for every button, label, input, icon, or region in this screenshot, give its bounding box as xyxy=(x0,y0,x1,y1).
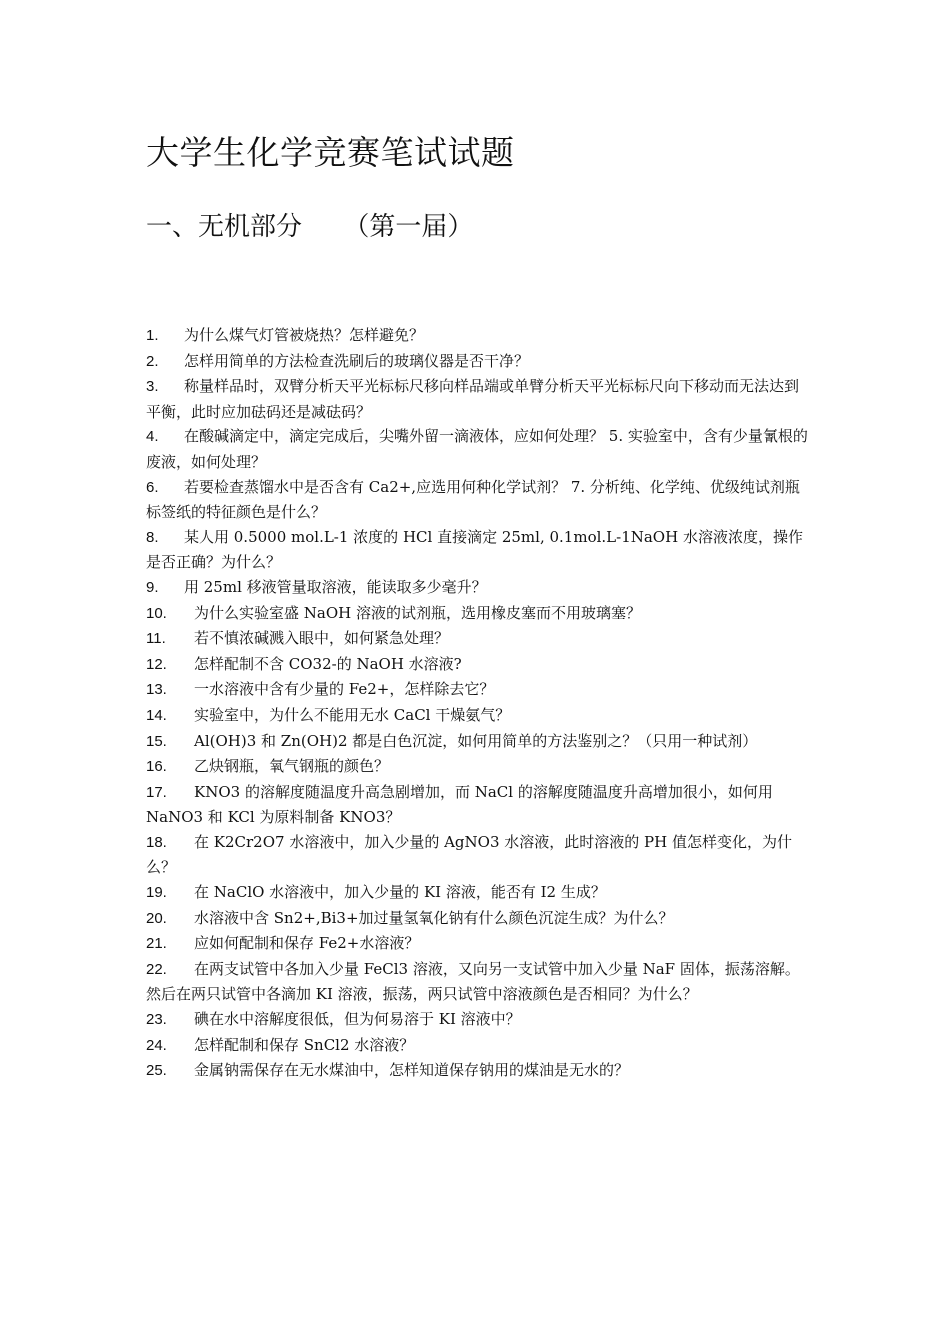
question-item xyxy=(146,1007,810,1033)
question-number: 15. xyxy=(146,732,167,750)
page-title: 大学生化学竞赛笔试试题 xyxy=(146,133,515,172)
question-item xyxy=(146,906,810,932)
question-number: 16. xyxy=(146,758,167,776)
question-text: 在两支试管中各加入少量 FeCl3 溶液，又向另一支试管中加入少量 NaF 固体，振荡溶解。然后在两只试管中各滴加 KI 溶液，振荡，两只试管中溶液颜色是否相同？为什么？ xyxy=(146,959,800,1004)
question-number: 4. xyxy=(146,428,159,446)
question-item xyxy=(146,1058,810,1084)
question-text: 为什么实验室盛 NaOH 溶液的试剂瓶，选用橡皮塞而不用玻璃塞？ xyxy=(194,603,641,622)
question-number: 1. xyxy=(146,327,159,344)
question-item xyxy=(146,475,810,525)
question-item xyxy=(146,626,810,652)
question-number: 3. xyxy=(146,378,159,396)
question-list xyxy=(146,323,810,1133)
question-item xyxy=(146,931,810,957)
question-text: 实验室中，为什么不能用无水 CaCl 干燥氨气？ xyxy=(194,705,511,724)
question-text: 用 25ml 移液管量取溶液，能读取多少毫升？ xyxy=(184,577,487,596)
question-number: 18. xyxy=(146,833,167,851)
question-item xyxy=(146,652,810,678)
question-item xyxy=(146,601,810,627)
question-item xyxy=(146,880,810,906)
question-text: Al(OH)3 和 Zn(OH)2 都是白色沉淀，如何用简单的方法鉴别之？（只用一种试剂） xyxy=(194,731,758,750)
question-item xyxy=(146,729,810,755)
question-number: 20. xyxy=(146,909,167,927)
question-text: 一水溶液中含有少量的 Fe2+，怎样除去它？ xyxy=(194,680,495,699)
question-number: 21. xyxy=(146,935,167,953)
question-text: 怎样用简单的方法检查洗刷后的玻璃仪器是否干净？ xyxy=(184,351,530,370)
question-number: 19. xyxy=(146,884,167,902)
question-text: 怎样配制和保存 SnCl2 水溶液？ xyxy=(194,1035,415,1054)
question-item xyxy=(146,754,810,780)
question-number: 24. xyxy=(146,1036,167,1054)
question-text: 在 NaClO 水溶液中，加入少量的 KI 溶液，能否有 I2 生成？ xyxy=(194,883,606,902)
question-number: 9. xyxy=(146,578,159,596)
question-text: 为什么煤气灯管被烧热？怎样避免？ xyxy=(184,326,425,344)
question-item xyxy=(146,677,810,703)
question-item xyxy=(146,525,810,575)
question-number: 8. xyxy=(146,528,159,546)
question-number: 11. xyxy=(146,630,166,648)
question-text: 应如何配制和保存 Fe2+水溶液？ xyxy=(194,934,420,953)
question-text: 若不慎浓碱溅入眼中，如何紧急处理？ xyxy=(194,629,450,648)
question-text: 若要检查蒸馏水中是否含有 Ca2+,应选用何种化学试剂？ 7. 分析纯、化学纯、优级纯试剂瓶标签纸的特征颜色是什么？ xyxy=(146,477,800,522)
question-number: 10. xyxy=(146,604,167,622)
question-text: 乙炔钢瓶，氧气钢瓶的颜色？ xyxy=(194,757,390,776)
question-item xyxy=(146,349,810,375)
question-text: 某人用 0.5000 mol.L-1 浓度的 HCl 直接滴定 25ml, 0.1mol.L-1NaOH 水溶液浓度，操作是否正确？为什么？ xyxy=(146,527,803,572)
question-item xyxy=(146,374,810,424)
question-item xyxy=(146,780,810,830)
question-number: 25. xyxy=(146,1062,167,1080)
question-item xyxy=(146,830,810,880)
question-item xyxy=(146,1033,810,1059)
question-text: 水溶液中含 Sn2+,Bi3+加过量氢氧化钠有什么颜色沉淀生成？为什么？ xyxy=(194,908,674,927)
question-item xyxy=(146,1108,810,1133)
question-number: 2. xyxy=(146,352,159,370)
question-item xyxy=(146,323,810,349)
section-heading: 一、无机部分 （第一届） xyxy=(146,212,474,242)
question-number: 12. xyxy=(146,655,167,673)
question-item xyxy=(146,957,810,1007)
question-number: 14. xyxy=(146,706,167,724)
question-number: 13. xyxy=(146,681,167,699)
question-text: 称量样品时，双臂分析天平光标标尺移向样品端或单臂分析天平光标标尺向下移动而无法达到平衡，此时应加砝码还是减砝码？ xyxy=(146,377,800,421)
question-item xyxy=(146,424,810,474)
question-number: 17. xyxy=(146,783,167,801)
question-item xyxy=(146,1084,810,1109)
question-number: 23. xyxy=(146,1011,167,1029)
question-text: 金属钠需保存在无水煤油中，怎样知道保存钠用的煤油是无水的？ xyxy=(194,1061,630,1080)
question-number: 22. xyxy=(146,960,167,978)
question-item xyxy=(146,703,810,729)
question-text: 在 K2Cr2O7 水溶液中，加入少量的 AgNO3 水溶液，此时溶液的 PH 值怎样变化，为什么？ xyxy=(146,832,792,877)
question-number: 6. xyxy=(146,478,159,496)
question-text: 怎样配制不含 CO32-的 NaOH 水溶液? xyxy=(194,654,462,673)
question-text: KNO3 的溶解度随温度升高急剧增加，而 NaCl 的溶解度随温度升高增加很小，如何用 NaNO3 和 KCl 为原料制备 KNO3？ xyxy=(146,782,773,827)
question-item xyxy=(146,575,810,601)
question-text: 在酸碱滴定中，滴定完成后，尖嘴外留一滴液体，应如何处理？ 5. 实验室中，含有少量氰根的废液，如何处理？ xyxy=(146,427,808,471)
question-text: 碘在水中溶解度很低，但为何易溶于 KI 溶液中？ xyxy=(194,1010,521,1029)
